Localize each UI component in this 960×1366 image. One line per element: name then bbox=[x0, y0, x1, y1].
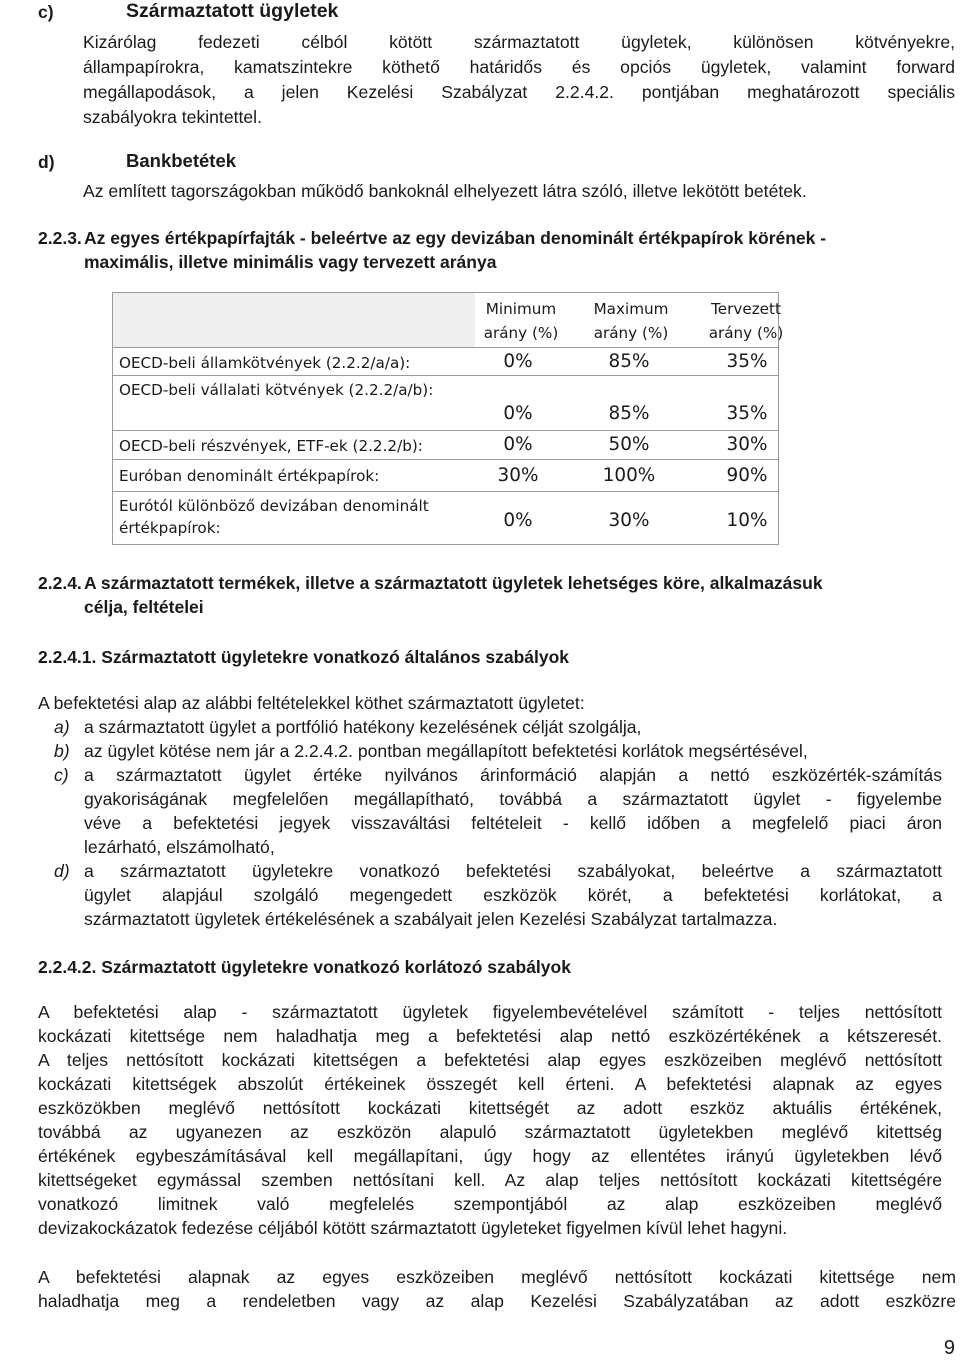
paragraph-line: vonatkozó limitnek való megfelelés szempontjából az alap eszközeiben meglévő bbox=[38, 1194, 942, 1214]
paragraph-line: továbbá az ugyanezen az eszközön alapuló származtatott ügyletekben meglévő kitettség bbox=[38, 1122, 942, 1142]
section-223-title-line2: maximális, illetve minimális vagy tervezett aránya bbox=[84, 252, 497, 272]
row-min-value: 0% bbox=[503, 434, 533, 455]
table-header-row bbox=[113, 293, 784, 347]
paragraph-line: A befektetési alapnak az egyes eszközeiben meglévő nettósított kockázati kitettsége nem bbox=[38, 1267, 956, 1287]
section-c-marker: c) bbox=[38, 2, 54, 22]
header-minimum: Minimum arány (%) bbox=[483, 300, 559, 342]
row-planned-value: 90% bbox=[726, 465, 768, 486]
section-c-body bbox=[83, 30, 955, 129]
row-max-value: 100% bbox=[602, 465, 656, 486]
list-item-line: véve a befektetési jegyek visszaváltási feltételeit - kellő időben a megfelelő piaci áron bbox=[84, 813, 942, 833]
list-item bbox=[38, 739, 942, 763]
list-item-line: a származtatott ügylet értéke nyilvános árinformáció alapján a nettó eszközérték-számítás bbox=[84, 765, 942, 785]
paragraph-line: A befektetési alap - származtatott ügyletek figyelembevételével számított - teljes nettósított bbox=[38, 1002, 942, 1022]
list-item-line: gyakoriságának megfelelően megállapítható, továbbá a származtatott ügylet - figyelembe bbox=[84, 789, 942, 809]
section-223-number: 2.2.3. bbox=[38, 228, 82, 248]
row-max-value: 85% bbox=[608, 403, 650, 424]
paragraph-line: devizakockázatok fedezése céljából kötött származtatott ügyleteket figyelmen kívül lehet hagyni. bbox=[38, 1218, 788, 1238]
list-item bbox=[38, 763, 942, 859]
row-min-value: 30% bbox=[497, 465, 539, 486]
paragraph-line: értékének egybeszámításával kell megállapítani, úgy hogy az ellentétes irányú ügyletekben lévő bbox=[38, 1146, 942, 1166]
paragraph-line: A teljes nettósított kockázati kitettségen a befektetési alap egyes eszközeiben meglévő nettósított bbox=[38, 1050, 942, 1070]
row-planned-value: 35% bbox=[726, 351, 768, 372]
table-row bbox=[113, 459, 778, 491]
table-row bbox=[113, 375, 778, 430]
section-c-title: Származtatott ügyletek bbox=[126, 0, 339, 22]
list-item-line: lezárható, elszámolható, bbox=[84, 837, 275, 857]
paragraph-line: állampapírokra, kamatszintekre köthető határidős és opciós ügyletek, valamint forward bbox=[83, 57, 955, 77]
list-item-line: az ügylet kötése nem jár a 2.2.4.2. pontban megállapított befektetési korlátok megsértésével, bbox=[84, 741, 808, 761]
list-item bbox=[38, 859, 942, 931]
paragraph-line: eszközökben meglévő nettósított kockázati kitettségét az adott eszköz aktuális értékének, bbox=[38, 1098, 942, 1118]
section-224-number: 2.2.4. bbox=[38, 573, 82, 593]
row-max-value: 50% bbox=[608, 434, 650, 455]
paragraph-line: Kizárólag fedezeti célból kötött származtatott ügyletek, különösen kötvényekre, bbox=[83, 32, 955, 52]
row-planned-value: 30% bbox=[726, 434, 768, 455]
section-d-title: Bankbetétek bbox=[126, 150, 237, 171]
paragraph-line: kockázati kitettsége nem haladhatja meg a befektetési alap nettó eszközértékének a kétszeresét. bbox=[38, 1026, 942, 1046]
list-marker: d) bbox=[54, 861, 70, 881]
list-marker: c) bbox=[54, 765, 69, 785]
row-max-value: 85% bbox=[608, 351, 650, 372]
row-label: Euróban denominált értékpapírok: bbox=[119, 467, 380, 485]
section-d-marker: d) bbox=[38, 152, 55, 172]
row-min-value: 0% bbox=[503, 403, 533, 424]
paragraph-line: kockázati kitettségek abszolút értékeinek összegét kell érteni. A befektetési alapnak az egyes bbox=[38, 1074, 942, 1094]
list-item-line: a származtatott ügylet a portfólió hatékony kezelésének célját szolgálja, bbox=[84, 717, 642, 737]
row-label: OECD-beli részvények, ETF-ek (2.2.2/b): bbox=[119, 437, 423, 455]
row-label: OECD-beli államkötvények (2.2.2/a/a): bbox=[119, 354, 411, 372]
header-maximum: Maximum arány (%) bbox=[593, 300, 669, 342]
section-2242-paragraph-1 bbox=[38, 1000, 942, 1240]
list-marker: b) bbox=[54, 741, 70, 761]
row-min-value: 0% bbox=[503, 510, 533, 531]
paragraph-line: szabályokra tekintettel. bbox=[83, 107, 262, 127]
section-2241-heading: 2.2.4.1. Származtatott ügyletekre vonatkozó általános szabályok bbox=[38, 647, 570, 667]
row-planned-value: 35% bbox=[726, 403, 768, 424]
header-planned: Tervezett arány (%) bbox=[708, 300, 784, 342]
table-row bbox=[113, 491, 778, 544]
row-min-value: 0% bbox=[503, 351, 533, 372]
section-2242-heading: 2.2.4.2. Származtatott ügyletekre vonatkozó korlátozó szabályok bbox=[38, 957, 571, 977]
section-d-text: Az említett tagországokban működő bankoknál elhelyezett látra szóló, illetve lekötött betétek. bbox=[83, 181, 807, 201]
page-number: 9 bbox=[943, 1337, 955, 1359]
section-223-title-line1: Az egyes értékpapírfajták - beleértve az egy devizában denominált értékpapírok körének - bbox=[84, 228, 827, 248]
section-224-title-line2: célja, feltételei bbox=[84, 597, 204, 617]
row-label: Eurótól különböző devizában denominált értékpapírok: bbox=[119, 497, 429, 537]
section-224-title-line1: A származtatott termékek, illetve a származtatott ügyletek lehetséges köre, alkalmazásuk bbox=[84, 573, 823, 593]
table-row bbox=[113, 347, 778, 375]
section-2241-intro: A befektetési alap az alábbi feltételekkel köthet származtatott ügyletet: bbox=[38, 693, 585, 713]
section-2242-paragraph-2 bbox=[38, 1265, 956, 1313]
list-marker: a) bbox=[54, 717, 70, 737]
paragraph-line: haladhatja meg a rendeletben vagy az alap Kezelési Szabályzatában az adott eszközre bbox=[38, 1291, 956, 1311]
table-row bbox=[113, 430, 778, 459]
row-label: OECD-beli vállalati kötvények (2.2.2/a/b): bbox=[119, 381, 434, 399]
paragraph-line: megállapodások, a jelen Kezelési Szabályzat 2.2.4.2. pontjában meghatározott speciális bbox=[83, 82, 955, 102]
list-item-line: a származtatott ügyletekre vonatkozó befektetési szabályokat, beleértve a származtatott bbox=[84, 861, 942, 881]
table-header-blank-cell bbox=[113, 293, 475, 347]
list-item bbox=[38, 715, 942, 739]
allocation-table bbox=[112, 292, 784, 545]
list-item-line: származtatott ügyletek értékelésének a szabályait jelen Kezelési Szabályzat tartalmazza. bbox=[84, 909, 778, 929]
row-planned-value: 10% bbox=[726, 510, 768, 531]
paragraph-line: kitettségeket egymással szemben nettósítani kell. Az alap teljes nettósított kockázati kitettségére bbox=[38, 1170, 942, 1190]
row-max-value: 30% bbox=[608, 510, 650, 531]
list-item-line: ügylet alapjául szolgáló megengedett eszközök körét, a befektetési korlátokat, a bbox=[84, 885, 942, 905]
